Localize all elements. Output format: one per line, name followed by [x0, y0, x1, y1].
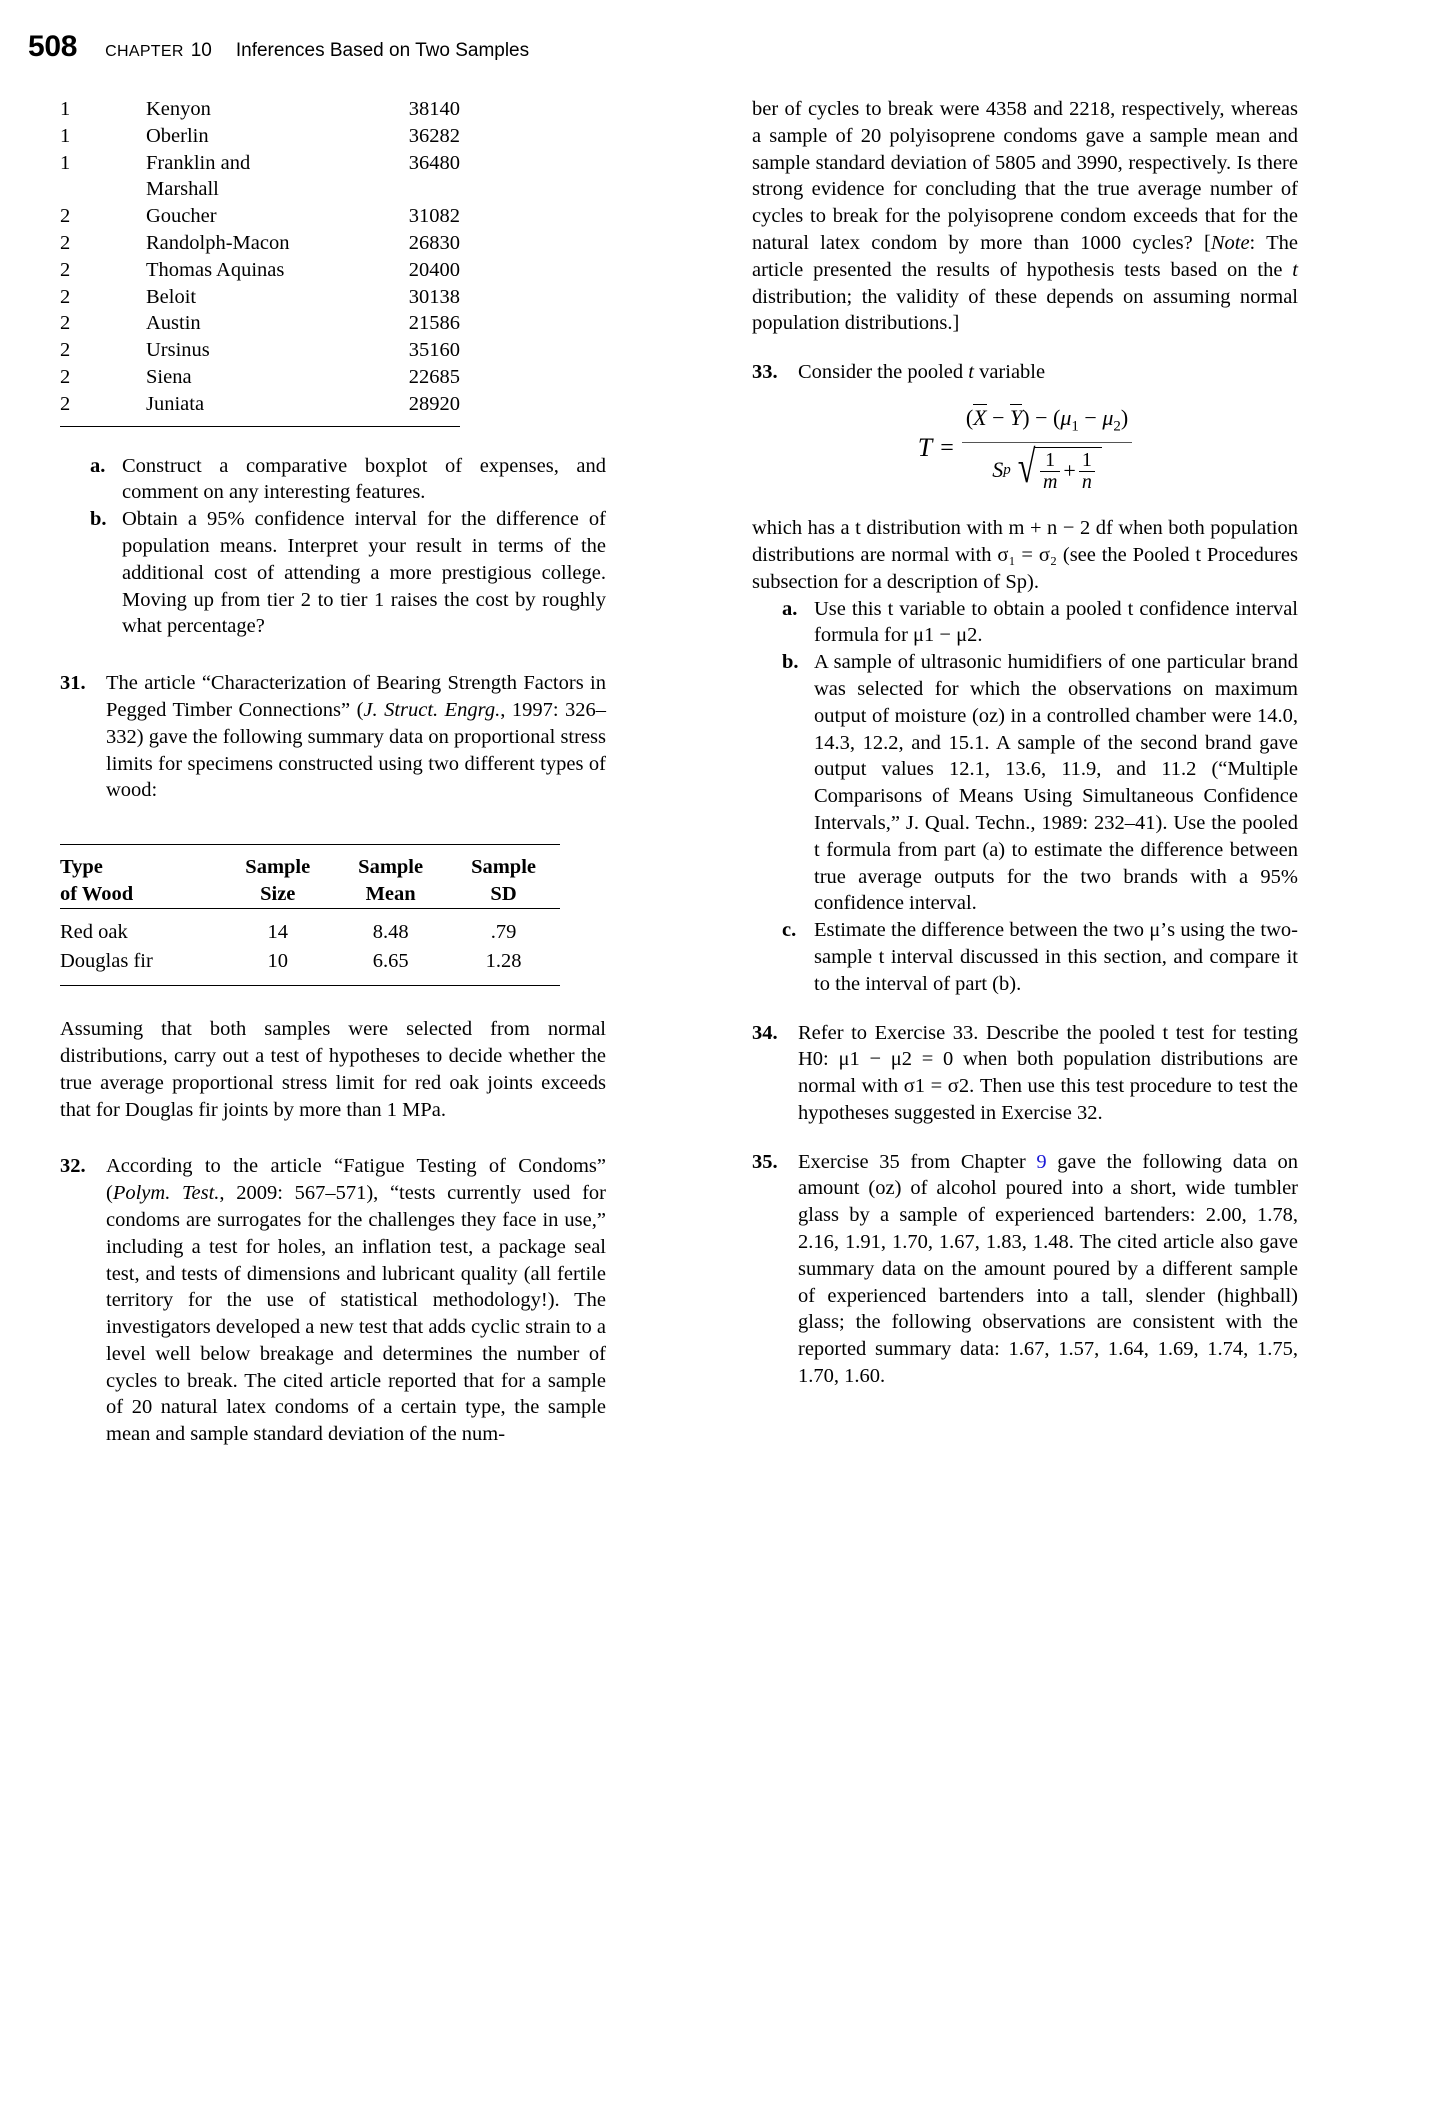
exercise-32-note-text2: distribution; the validity of these depends on assuming normal population distributions.]	[752, 285, 1298, 335]
exercise-32-number: 32.	[60, 1155, 86, 1178]
table-row	[60, 947, 560, 986]
college-name: Austin	[146, 312, 201, 335]
chapter-label: CHAPTER	[105, 43, 184, 60]
college-expense	[354, 176, 460, 203]
table-row	[60, 96, 460, 123]
radical-sign: √	[1017, 441, 1036, 493]
chapter-title: Inferences Based on Two Samples	[235, 40, 530, 61]
part-text: Use this t variable to obtain a pooled t confidence interval formula for μ1 − μ2.	[814, 597, 1298, 647]
table-row	[60, 364, 460, 391]
college-tier: 2	[60, 285, 71, 308]
exercise-31-tail-text: Assuming that both samples were selected from normal distributions, carry out a test of hypotheses to decide whether the true average proportional stress limit for red oak joints exceeds that for Douglas fir joints by more than 1 MPa.	[60, 1018, 606, 1121]
college-tier: 1	[60, 151, 71, 174]
exercise-35-text-a: Exercise 35 from Chapter	[798, 1150, 1037, 1173]
formula-sp-sub: p	[1003, 461, 1011, 478]
exercise-31-journal: J. Struct. Engrg.	[363, 698, 501, 721]
exercise-32-note-label: Note	[1210, 231, 1250, 254]
part-letter-b: b.	[90, 508, 107, 531]
exercise-33-number: 33.	[752, 361, 778, 384]
exercise-32-journal: Polym. Test.	[112, 1182, 220, 1205]
college-name: Beloit	[146, 285, 197, 308]
exercise-35-text-b: gave the following data on amount (oz) of alcohol poured into a short, wide tumbler glass by a sample of experienced bartenders: 2.00, 1.78, 2.16, 1.91, 1.70, 1.67, 1.83, 1.48. The cited article also gave summary data on the amount poured by a different sample of experienced bartenders into a tall, slender (highball) glass; the following observations are consistent with the reported summary data: 1.67, 1.57, 1.64, 1.69, 1.74, 1.75, 1.70, 1.60.	[798, 1150, 1298, 1388]
college-expense: 31082	[408, 205, 460, 228]
exercise-31-outro: , 1997: 326–332) gave the following summary data on proportional stress limits for specimens constructed using two different types of wood:	[106, 698, 607, 802]
exercise-33-part	[782, 596, 1298, 650]
formula-one-over-n	[1079, 450, 1095, 493]
left-column	[60, 96, 606, 1448]
part-text-b: Obtain a 95% confidence interval for the difference of population means. Interpret your result in terms of the additional cost of attending a more prestigious college. Moving up from tier 2 to tier 1 raises the cost by roughly what percentage?	[122, 508, 606, 638]
table-row	[60, 909, 560, 948]
formula-xbar: X	[973, 404, 987, 430]
college-expense: 20400	[408, 258, 460, 281]
exercise-33-lead-after: variable	[973, 361, 1046, 384]
exercise-33-part	[782, 917, 1298, 997]
formula-mu2-sub: 2	[1113, 418, 1121, 435]
formula-one-over-m	[1040, 450, 1060, 493]
college-expense: 22685	[408, 365, 460, 388]
exercise-35-number: 35.	[752, 1150, 778, 1173]
wood-header-size-line1: Sample	[221, 845, 334, 882]
formula-m: m	[1042, 471, 1058, 494]
exercise-33-lead-t: t	[968, 361, 974, 384]
wood-header-type-line1: Type	[60, 845, 221, 882]
college-expense: 35160	[408, 339, 460, 362]
wood-header-mean-line2: Mean	[365, 883, 416, 906]
exercise-31	[60, 670, 606, 804]
college-expense: 26830	[408, 231, 460, 254]
college-expense: 36282	[408, 124, 460, 147]
college-name: Kenyon	[146, 98, 211, 120]
wood-summary-table-wrapper	[60, 844, 560, 986]
exercise-31-intro: The article “Characterization of Bearing Strength Factors in Pegged Timber Connections” (	[106, 672, 606, 721]
exercise-33-part	[782, 649, 1298, 917]
college-expense: 38140	[408, 98, 460, 120]
wood-sample-size: 10	[267, 950, 289, 973]
rule-cell	[334, 986, 447, 987]
table-row	[60, 203, 460, 230]
formula-square-root	[1014, 441, 1102, 494]
formula-n: n	[1081, 471, 1092, 494]
wood-header-size-line2: Size	[260, 883, 296, 906]
exercise-33-lead-before: Consider the pooled	[798, 361, 969, 384]
college-name: Randolph-Macon	[146, 231, 290, 254]
college-expense-table	[60, 96, 460, 418]
exercise-32	[60, 1153, 606, 1448]
exercise-33-after-formula: which has a t distribution with m + n − 2 df when both population distributions are normal with σ₁ = σ₂ (see the Pooled t Procedures subsection for a description of Sp).	[752, 517, 1298, 593]
college-name: Juniata	[146, 392, 205, 415]
exercise-32-outro: , 2009: 567–571), “tests currently used for condoms are surrogates for the challenges they face in use,” including a test for holes, an inflation test, a package seal test, and tests of dimensions and lubricant quality (all fertile territory for the use of statistical methodology!). The investigators developed a new test that adds cyclic strain to a level well below breakage and determines the number of cycles to break. The cited article reported that for a sample of 20 natural latex condoms of a certain type, the sample mean and sample standard deviation of the num-	[106, 1182, 606, 1446]
college-expense: 21586	[408, 312, 460, 335]
college-tier: 2	[60, 258, 71, 281]
college-name: Goucher	[146, 205, 217, 228]
formula-minus-3: −	[1084, 404, 1097, 430]
college-tier: 2	[60, 205, 71, 228]
page-number: 508	[28, 30, 78, 63]
exercise-33-lead	[798, 359, 1298, 386]
exercise-35	[752, 1149, 1298, 1390]
formula-numerator: $(X - Y) - (\mu_1 - \mu_2)$	[965, 404, 1129, 435]
exercise-34-text: Refer to Exercise 33. Describe the pooled t test for testing H0: μ1 − μ2 = 0 when both population distributions are normal with σ1 = σ2. Then use this test procedure to test the hypotheses suggested in Exercise 32.	[798, 1021, 1298, 1124]
college-tier: 2	[60, 365, 71, 388]
formula-one-a: 1	[1045, 449, 1056, 472]
college-name: Thomas Aquinas	[146, 258, 285, 281]
table-row	[60, 230, 460, 257]
formula-fraction	[962, 404, 1132, 493]
exercise-35-text	[798, 1149, 1298, 1390]
wood-type: Red oak	[60, 909, 221, 948]
formula-ybar: Y	[1010, 404, 1023, 430]
exercise-30-part-b	[90, 506, 606, 640]
college-expense: 36480	[408, 151, 460, 174]
college-tier: 2	[60, 231, 71, 254]
college-tier: 2	[60, 339, 71, 362]
college-expense: 28920	[408, 392, 460, 415]
college-name: Franklin and	[146, 151, 251, 174]
table-row	[60, 176, 460, 203]
wood-header-sd-line2: SD	[490, 883, 517, 906]
part-letter: a.	[782, 597, 798, 620]
college-tier	[60, 176, 146, 203]
formula-sp: S	[992, 456, 1004, 482]
formula-minus-2: −	[1035, 404, 1048, 430]
wood-header-line1	[60, 845, 560, 882]
formula-plus: +	[1063, 458, 1076, 484]
table-row	[60, 150, 460, 177]
formula-mu1: μ	[1060, 404, 1072, 430]
exercise-30-part-a	[90, 453, 606, 507]
wood-sample-mean: 8.48	[334, 909, 447, 948]
rule-cell	[221, 986, 334, 987]
wood-header-type-line2: of Wood	[60, 883, 134, 906]
exercise-31-number: 31.	[60, 672, 86, 695]
exercise-34-number: 34.	[752, 1021, 778, 1044]
exercise-32-note-t: t	[1292, 258, 1298, 281]
formula-equals: =	[940, 435, 954, 462]
formula-lhs: T	[917, 433, 933, 463]
wood-summary-table	[60, 844, 560, 986]
exercise-32-note-text: : The article presented the results of hypothesis tests based on the	[752, 231, 1298, 281]
exercise-32-continuation	[752, 96, 1298, 337]
part-letter: b.	[782, 651, 799, 674]
rule-cell	[60, 986, 221, 987]
table-row	[60, 123, 460, 150]
exercise-32-cont-text: ber of cycles to break were 4358 and 2218, respectively, whereas a sample of 20 polyisoprene condoms gave a sample mean and sample standard deviation of 5805 and 3990, respectively. Is there strong evidence for concluding that the true average number of cycles to break for the polyisoprene condom exceeds that for the natural latex condom by more than 1000 cycles? [	[752, 98, 1298, 254]
college-expense: 30138	[408, 285, 460, 308]
running-head	[28, 30, 529, 64]
exercise-30-parts	[90, 453, 606, 641]
college-name: Oberlin	[146, 124, 209, 147]
wood-table-bottom-rule	[60, 986, 560, 987]
part-letter-a: a.	[90, 454, 106, 477]
exercise-31-tail	[60, 1016, 606, 1123]
chapter-number: 10	[190, 40, 212, 61]
exercise-33-parts	[782, 596, 1298, 998]
college-tier: 2	[60, 392, 71, 415]
college-name: Marshall	[146, 178, 219, 201]
table-bottom-rule	[60, 426, 460, 427]
part-letter: c.	[782, 919, 797, 942]
chapter-9-link[interactable]: 9	[1036, 1150, 1047, 1173]
wood-sample-sd: 1.28	[485, 950, 522, 973]
wood-sample-sd: .79	[447, 909, 560, 948]
college-tier: 1	[60, 98, 71, 120]
wood-sample-mean: 6.65	[372, 950, 409, 973]
formula-minus-1: −	[992, 404, 1005, 430]
part-text-a: Construct a comparative boxplot of expenses, and comment on any interesting features.	[122, 454, 606, 504]
wood-type: Douglas fir	[60, 950, 153, 973]
wood-header-sd-line1: Sample	[447, 845, 560, 882]
pooled-t-formula	[752, 404, 1298, 493]
exercise-33	[752, 359, 1298, 386]
radical-content	[1035, 447, 1102, 493]
formula-mu1-sub: 1	[1071, 418, 1079, 435]
college-tier: 2	[60, 312, 71, 335]
formula-mu2: μ	[1102, 404, 1114, 430]
table-row	[60, 337, 460, 364]
college-tier: 1	[60, 124, 71, 147]
wood-header-line2	[60, 881, 560, 909]
exercise-34	[752, 1020, 1298, 1127]
exercise-32-intro: According to the article “Fatigue Testing of Condoms” (	[106, 1155, 606, 1205]
table-row	[60, 310, 460, 337]
wood-header-mean-line1: Sample	[334, 845, 447, 882]
formula-denominator	[992, 443, 1102, 493]
table-row	[60, 284, 460, 311]
wood-sample-size: 14	[221, 909, 334, 948]
college-name: Siena	[146, 365, 192, 388]
part-text: A sample of ultrasonic humidifiers of one particular brand was selected for which the observations on maximum output of moisture (oz) in a controlled chamber were 14.0, 14.3, 12.2, and 15.1. A sample of the second brand gave output values 12.1, 13.6, 11.9, and 11.2 (“Multiple Comparisons of Means Using Simultaneous Confidence Intervals,” J. Qual. Techn., 1989: 232–41). Use the pooled t formula from part (a) to estimate the difference between true average outputs for the two brands with a 95% confidence interval.	[814, 651, 1298, 915]
exercise-31-text	[106, 670, 606, 804]
part-text: Estimate the difference between the two μ’s using the two-sample t interval discussed in this section, and compare it to the interval of part (b).	[814, 919, 1298, 995]
college-name: Ursinus	[146, 339, 210, 362]
exercise-32-text	[106, 1153, 606, 1448]
table-row	[60, 391, 460, 418]
formula-one-b: 1	[1081, 449, 1092, 472]
table-row	[60, 257, 460, 284]
right-column	[752, 96, 1298, 1390]
rule-cell	[447, 986, 560, 987]
